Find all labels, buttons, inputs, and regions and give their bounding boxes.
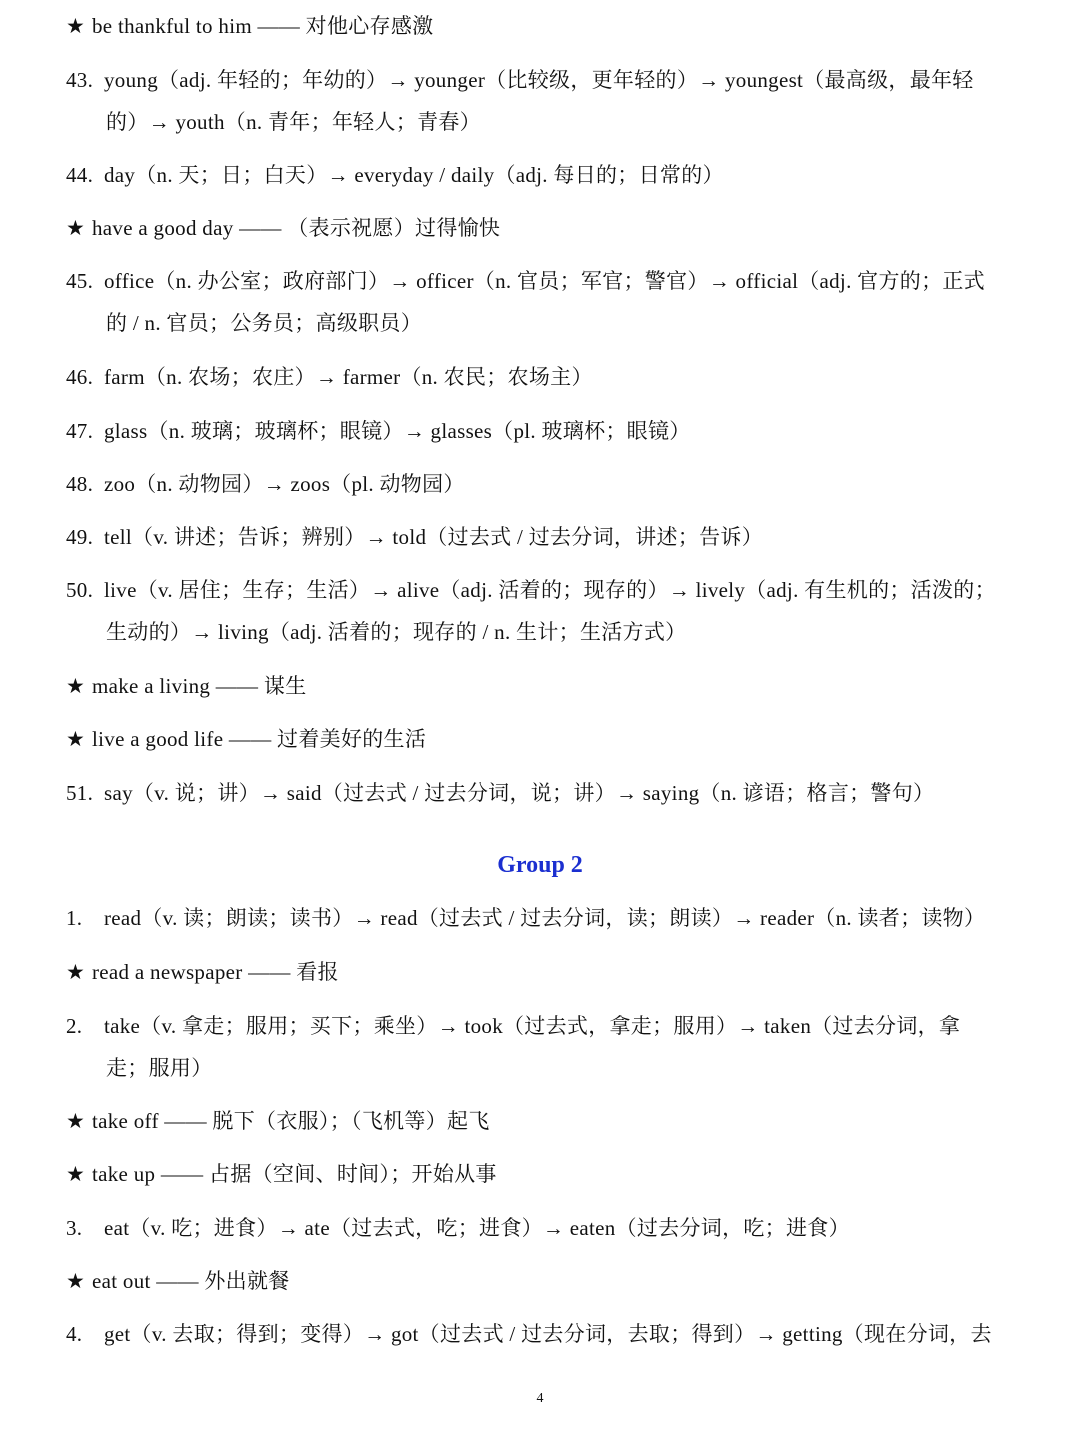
phrase-item	[66, 215, 1026, 241]
vocab-entry	[66, 268, 1026, 294]
entry-text: have a good day —— （表示祝愿）过得愉快	[92, 216, 501, 240]
vocab-entry	[66, 905, 1026, 931]
entry-number: 43.	[66, 68, 94, 92]
star-icon: ★	[66, 216, 86, 240]
vocab-entry	[66, 1215, 1026, 1241]
entry-text: take off —— 脱下（衣服）；（飞机等）起飞	[92, 1109, 490, 1133]
entry-text: take（v. 拿走；服用；买下；乘坐）→ took（过去式，拿走；服用）→ taken（过去分词，拿	[104, 1014, 961, 1038]
entry-number: 2.	[66, 1014, 83, 1038]
entry-continuation	[106, 1055, 1066, 1081]
vocab-entry	[66, 364, 1026, 390]
entry-text: get（v. 去取；得到；变得）→ got（过去式 / 过去分词，去取；得到）→ getting（现在分词，去	[104, 1322, 992, 1346]
star-icon: ★	[66, 1269, 86, 1293]
entry-number: 46.	[66, 365, 94, 389]
entry-text: zoo（n. 动物园）→ zoos（pl. 动物园）	[104, 472, 465, 496]
phrase-item	[66, 726, 1026, 752]
entry-text: office（n. 办公室；政府部门）→ officer（n. 官员；军官；警官）→ official（adj. 官方的；正式	[104, 269, 985, 293]
vocab-entry	[66, 524, 1026, 550]
entry-number: 4.	[66, 1322, 83, 1346]
entry-text: 走；服用）	[106, 1056, 213, 1080]
vocab-entry	[66, 577, 1026, 603]
phrase-item	[66, 1161, 1026, 1187]
entry-number: 47.	[66, 419, 94, 443]
entry-continuation	[106, 310, 1066, 336]
phrase-item	[66, 1268, 1026, 1294]
entry-number: 49.	[66, 525, 94, 549]
vocab-entry	[66, 471, 1026, 497]
entry-text: take up —— 占据（空间、时间）；开始从事	[92, 1162, 497, 1186]
entry-text: eat（v. 吃；进食）→ ate（过去式，吃；进食）→ eaten（过去分词，吃；进食）	[104, 1216, 850, 1240]
entry-number: 50.	[66, 578, 94, 602]
entry-text: day（n. 天；日；白天）→ everyday / daily（adj. 每日的；日常的）	[104, 163, 724, 187]
entry-text: live（v. 居住；生存；生活）→ alive（adj. 活着的；现存的）→ lively（adj. 有生机的；活泼的；	[104, 578, 996, 602]
entry-text: 的 / n. 官员；公务员；高级职员）	[106, 311, 423, 335]
entry-text: young（adj. 年轻的；年幼的）→ younger（比较级，更年轻的）→ youngest（最高级，最年轻	[104, 68, 974, 92]
entry-continuation	[106, 619, 1066, 645]
star-icon: ★	[66, 14, 86, 38]
entry-text: live a good life —— 过着美好的生活	[92, 727, 427, 751]
star-icon: ★	[66, 1109, 86, 1133]
entry-text: read（v. 读；朗读；读书）→ read（过去式 / 过去分词，读；朗读）→ reader（n. 读者；读物）	[104, 906, 986, 930]
entry-text: glass（n. 玻璃；玻璃杯；眼镜）→ glasses（pl. 玻璃杯；眼镜）	[104, 419, 691, 443]
entry-text: tell（v. 讲述；告诉；辨别）→ told（过去式 / 过去分词，讲述；告诉）	[104, 525, 764, 549]
vocab-entry	[66, 1013, 1026, 1039]
star-icon: ★	[66, 960, 86, 984]
section-title: Group 2	[497, 852, 583, 878]
entry-text: farm（n. 农场；农庄）→ farmer（n. 农民；农场主）	[104, 365, 593, 389]
vocab-entry	[66, 780, 1026, 806]
phrase-item	[66, 673, 1026, 699]
phrase-item	[66, 959, 1026, 985]
star-icon: ★	[66, 1162, 86, 1186]
entry-number: 44.	[66, 163, 94, 187]
vocab-entry	[66, 418, 1026, 444]
vocab-entry	[66, 1321, 1026, 1347]
entry-text: read a newspaper —— 看报	[92, 960, 339, 984]
entry-text: eat out —— 外出就餐	[92, 1269, 290, 1293]
entry-text: 的）→ youth（n. 青年；年轻人；青春）	[106, 110, 481, 134]
entry-number: 3.	[66, 1216, 83, 1240]
star-icon: ★	[66, 727, 86, 751]
phrase-item	[66, 13, 1026, 39]
vocab-entry	[66, 67, 1026, 93]
entry-continuation	[106, 109, 1066, 135]
phrase-item	[66, 1108, 1026, 1134]
entry-number: 48.	[66, 472, 94, 496]
entry-text: make a living —— 谋生	[92, 674, 307, 698]
entry-text: be thankful to him —— 对他心存感激	[92, 14, 434, 38]
entry-number: 45.	[66, 269, 94, 293]
entry-text: say（v. 说；讲）→ said（过去式 / 过去分词，说；讲）→ saying（n. 谚语；格言；警句）	[104, 781, 935, 805]
vocab-entry	[66, 162, 1026, 188]
entry-number: 51.	[66, 781, 94, 805]
star-icon: ★	[66, 674, 86, 698]
entry-text: 生动的）→ living（adj. 活着的；现存的 / n. 生计；生活方式）	[106, 620, 687, 644]
page-number: 4	[536, 1391, 544, 1406]
entry-number: 1.	[66, 906, 83, 930]
